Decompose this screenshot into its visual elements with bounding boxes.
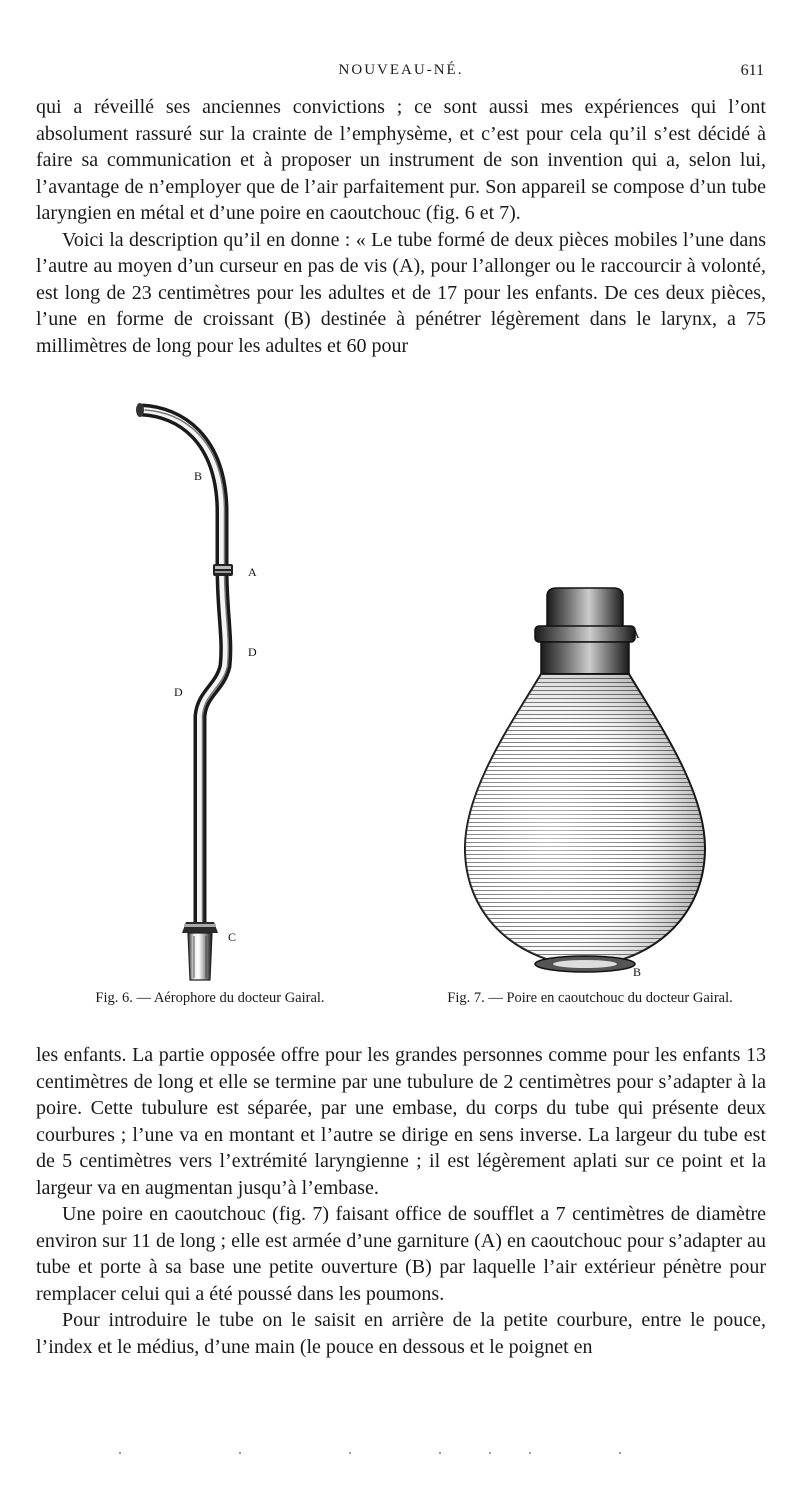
rubber-bulb-illustration <box>395 398 785 988</box>
label-d-right: D <box>248 645 257 659</box>
figure-7-rubber-bulb <box>395 398 785 1013</box>
page-bottom-specks <box>60 1448 750 1458</box>
running-title: NOUVEAU-NÉ. <box>338 62 464 78</box>
aerophore-tube-illustration <box>60 398 360 988</box>
tube-body-highlight <box>142 410 226 923</box>
paragraph-1: qui a réveillé ses anciennes convictions ; ce sont aussi mes expériences qui l’ont absolument rassuré sur la crainte de l’emphysème, et c’est pour cela qu’il s’est décidé à faire sa communication et à proposer un instrument de son invention qui a, selon lui, l’avantage de n’employer que de l’air parfaitement pur. Son appareil se compose d’un tube laryngien en métal et d’une poire en caoutchouc (fig. 6 et 7). <box>36 96 766 224</box>
paragraph-5: Pour introduire le tube on le saisit en arrière de la petite courbure, entre le pouce, l’index et le médius, d’une main (le pouce en dessous et le poignet en <box>36 1309 766 1358</box>
figure-7-caption: Fig. 7. — Poire en caoutchouc du docteur Gairal. <box>447 990 733 1006</box>
bulb-cap <box>547 588 623 628</box>
label-a: A <box>248 565 257 579</box>
nozzle <box>188 933 212 980</box>
tube-tip <box>136 403 144 417</box>
body-text-bottom <box>36 1042 766 1360</box>
base-flange-c <box>182 922 218 933</box>
page-number: 611 <box>740 62 764 79</box>
label-d-left: D <box>174 685 183 699</box>
screw-collar-a <box>213 564 233 576</box>
figure-6-aerophore <box>60 398 360 1013</box>
page-header <box>36 62 766 86</box>
tube-body-outline <box>142 410 226 923</box>
label-c: C <box>228 930 237 944</box>
body-text-top <box>36 94 766 359</box>
label-a: A <box>631 627 640 641</box>
label-b: B <box>194 469 203 483</box>
paragraph-2: Voici la description qu’il en donne : « Le tube formé de deux pièces mobiles l’une dans l’autre au moyen d’un curseur en pas de vis (A), pour l’allonger ou le raccourcir à volonté, est long de 23 centimètres pour les adultes et de 17 pour les enfants. De ces deux pièces, l’une en forme de croissant (B) destinée à pénétrer légèrement dans le larynx, a 75 millimètres de long pour les adultes et 60 pour <box>36 228 766 357</box>
paragraph-3: les enfants. La partie opposée offre pour les grandes personnes comme pour les enfants 13 centimètres de long et elle se termine par une tubulure de 2 centimètres pour s’adapter à la poire. Cette tubulure est séparée, par une embase, du corps du tube qui présente deux courbures ; l’une va en montant et l’autre se dirige en sens inverse. La largeur du tube est de 5 centimètres vers l’extrémité laryngienne ; il est légèrement aplati sur ce point et la largeur va en augmentan jusqu’à l’embase. <box>36 1044 766 1199</box>
label-b: B <box>633 965 642 979</box>
bulb-collar-a <box>535 626 635 642</box>
paragraph-4: Une poire en caoutchouc (fig. 7) faisant office de soufflet a 7 centimètres de diamètre environ sur 11 de long ; elle est armée d’une garniture (A) en caoutchouc pour s’adapter au tube et porte à sa base une petite ouverture (B) par laquelle l’air extérieur pénètre pour remplacer celui qui a été poussé dans les poumons. <box>36 1203 766 1305</box>
figure-6-caption: Fig. 6. — Aérophore du docteur Gairal. <box>95 990 325 1006</box>
